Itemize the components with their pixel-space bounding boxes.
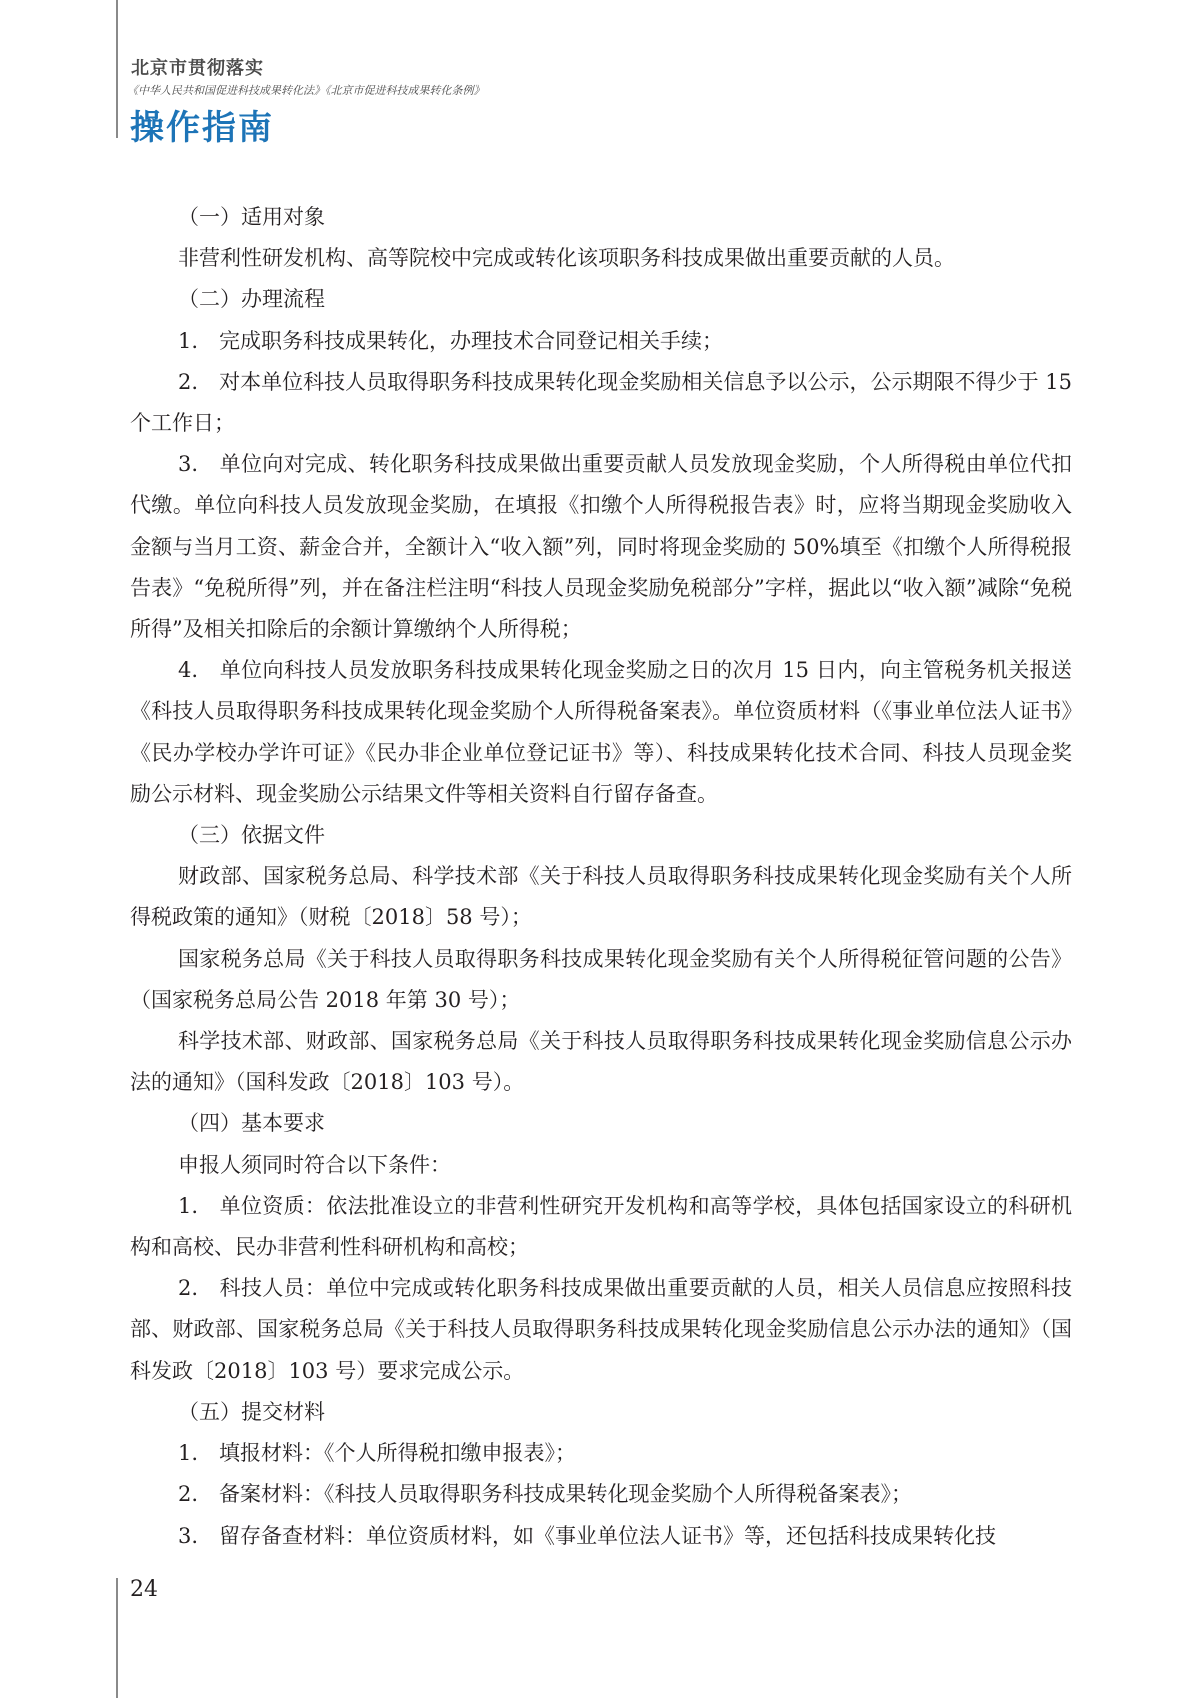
paragraph: 财政部、国家税务总局、科学技术部《关于科技人员取得职务科技成果转化现金奖励有关个人所得税政策的通知》（财税〔2018〕58 号）； — [130, 864, 1072, 930]
paragraph: （三）依据文件 — [178, 823, 325, 848]
paragraph: 4. 单位向科技人员发放职务科技成果转化现金奖励之日的次月 15 日内，向主管税务机关报送《科技人员取得职务科技成果转化现金奖励个人所得税备案表》。单位资质材料（《事业单位法人证书》《民办学校办学许可证》《民办非企业单位登记证书》等）、科技成果转化技术合同、科技人员现金奖励公示材料、现金奖励公示结果文件等相关资料自行留存备查。 — [130, 658, 1072, 806]
paragraph: （一）适用对象 — [178, 205, 325, 229]
paragraph: 非营利性研发机构、高等院校中完成或转化该项职务科技成果做出重要贡献的人员。 — [178, 246, 955, 271]
header-title: 操作指南 — [130, 108, 274, 148]
paragraph: 3. 留存备查材料：单位资质材料，如《事业单位法人证书》等，还包括科技成果转化技 — [178, 1523, 997, 1548]
document-body — [130, 197, 1072, 1557]
paragraph: 2. 对本单位科技人员取得职务科技成果转化现金奖励相关信息予以公示，公示期限不得少于 15 个工作日； — [130, 369, 1072, 436]
paragraph: 1. 单位资质：依法批准设立的非营利性研究开发机构和高等学校，具体包括国家设立的科研机构和高校、民办非营利性科研机构和高校； — [130, 1193, 1072, 1260]
paragraph: 3. 单位向对完成、转化职务科技成果做出重要贡献人员发放现金奖励，个人所得税由单位代扣代缴。单位向科技人员发放现金奖励，在填报《扣缴个人所得税报告表》时，应将当期现金奖励收入金额与当月工资、薪金合并，全额计入“收入额”列，同时将现金奖励的 50%填至《扣缴个人所得税报告表》“免税所得”列，并在备注栏注明“科技人员现金奖励免税部分”字样，据此以“收入额”减除“免税所得”及相关扣除后的余额计算缴纳个人所得税； — [130, 452, 1072, 642]
header-divider-line — [116, 0, 118, 138]
paragraph: 2. 备案材料：《科技人员取得职务科技成果转化现金奖励个人所得税备案表》； — [178, 1482, 913, 1507]
paragraph: 1. 完成职务科技成果转化，办理技术合同登记相关手续； — [178, 328, 724, 353]
paragraph: （二）办理流程 — [178, 287, 325, 312]
paragraph: 2. 科技人员：单位中完成或转化职务科技成果做出重要贡献的人员，相关人员信息应按照科技部、财政部、国家税务总局《关于科技人员取得职务科技成果转化现金奖励信息公示办法的通知》（国科发政〔2018〕103 号）要求完成公示。 — [130, 1276, 1072, 1383]
paragraph: 科学技术部、财政部、国家税务总局《关于科技人员取得职务科技成果转化现金奖励信息公示办法的通知》（国科发政〔2018〕103 号）。 — [130, 1029, 1072, 1095]
footer-divider-line — [116, 1578, 118, 1698]
page-number: 24 — [130, 1577, 158, 1602]
paragraph: （四）基本要求 — [178, 1111, 325, 1136]
paragraph: （五）提交材料 — [178, 1399, 325, 1424]
paragraph: 申报人须同时符合以下条件： — [178, 1152, 451, 1177]
header-subtitle: 《中华人民共和国促进科技成果转化法》《北京市促进科技成果转化条例》 — [127, 84, 485, 97]
paragraph: 1. 填报材料：《个人所得税扣缴申报表》； — [178, 1441, 577, 1466]
paragraph: 国家税务总局《关于科技人员取得职务科技成果转化现金奖励有关个人所得税征管问题的公告》（国家税务总局公告 2018 年第 30 号）； — [130, 946, 1072, 1012]
header-org: 北京市贯彻落实 — [131, 58, 264, 79]
